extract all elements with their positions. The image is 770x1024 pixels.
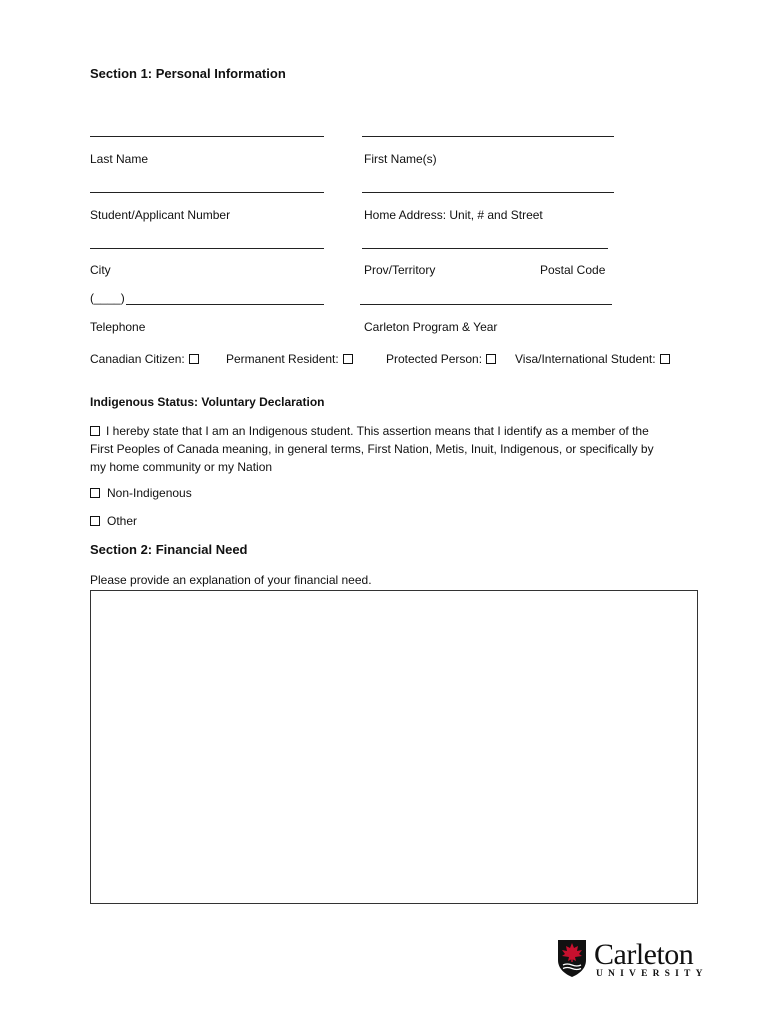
indigenous-declaration-text: I hereby state that I am an Indigenous student. This assertion means that I identify as a member of the First Peoples of Canada meaning, in general terms, First Nation, Metis, Inuit, Indigenous, or specifically by my home community or my Nation: [90, 424, 654, 474]
postal-code-label: Postal Code: [540, 263, 606, 277]
indigenous-heading: Indigenous Status: Voluntary Declaration: [90, 395, 325, 409]
first-name-label: First Name(s): [364, 152, 437, 166]
last-name-field[interactable]: [90, 136, 324, 137]
home-address-field[interactable]: [362, 192, 614, 193]
indigenous-declaration[interactable]: [90, 422, 660, 476]
last-name-label: Last Name: [90, 152, 149, 166]
financial-need-textbox[interactable]: [90, 590, 698, 904]
status-option-label: Protected Person:: [386, 352, 483, 366]
checkbox-icon[interactable]: [486, 354, 496, 364]
carleton-logo: [556, 938, 708, 980]
telephone-label: Telephone: [90, 320, 146, 334]
status-option-label: Permanent Resident:: [226, 352, 339, 366]
status-option-label: Visa/International Student:: [515, 352, 656, 366]
prov-postal-field[interactable]: [362, 248, 608, 249]
status-option-permanent-resident[interactable]: [226, 352, 353, 366]
status-option-protected-person[interactable]: [386, 352, 496, 366]
financial-need-instruction: Please provide an explanation of your financial need.: [90, 573, 372, 587]
section1-heading: Section 1: Personal Information: [90, 66, 286, 81]
program-year-label: Carleton Program & Year: [364, 320, 498, 334]
first-name-field[interactable]: [362, 136, 614, 137]
other-option[interactable]: [90, 514, 137, 528]
other-label: Other: [107, 514, 138, 528]
prov-territory-label: Prov/Territory: [364, 263, 436, 277]
checkbox-icon[interactable]: [90, 516, 100, 526]
student-number-label: Student/Applicant Number: [90, 208, 231, 222]
section2-heading: Section 2: Financial Need: [90, 542, 248, 557]
checkbox-icon[interactable]: [189, 354, 199, 364]
student-number-field[interactable]: [90, 192, 324, 193]
non-indigenous-option[interactable]: [90, 486, 192, 500]
city-label: City: [90, 263, 111, 277]
status-option-international[interactable]: [515, 352, 670, 366]
telephone-area-code: (____): [90, 291, 125, 305]
status-option-label: Canadian Citizen:: [90, 352, 185, 366]
program-year-field[interactable]: [360, 304, 612, 305]
checkbox-icon[interactable]: [90, 426, 100, 436]
checkbox-icon[interactable]: [343, 354, 353, 364]
checkbox-icon[interactable]: [90, 488, 100, 498]
home-address-label: Home Address: Unit, # and Street: [364, 208, 543, 222]
non-indigenous-label: Non-Indigenous: [107, 486, 192, 500]
carleton-shield-icon: [556, 938, 588, 978]
status-option-citizen[interactable]: [90, 352, 199, 366]
logo-wordmark: Carleton: [594, 938, 694, 971]
telephone-field[interactable]: [126, 304, 324, 305]
city-field[interactable]: [90, 248, 324, 249]
logo-subtitle: UNIVERSITY: [596, 969, 708, 979]
checkbox-icon[interactable]: [660, 354, 670, 364]
